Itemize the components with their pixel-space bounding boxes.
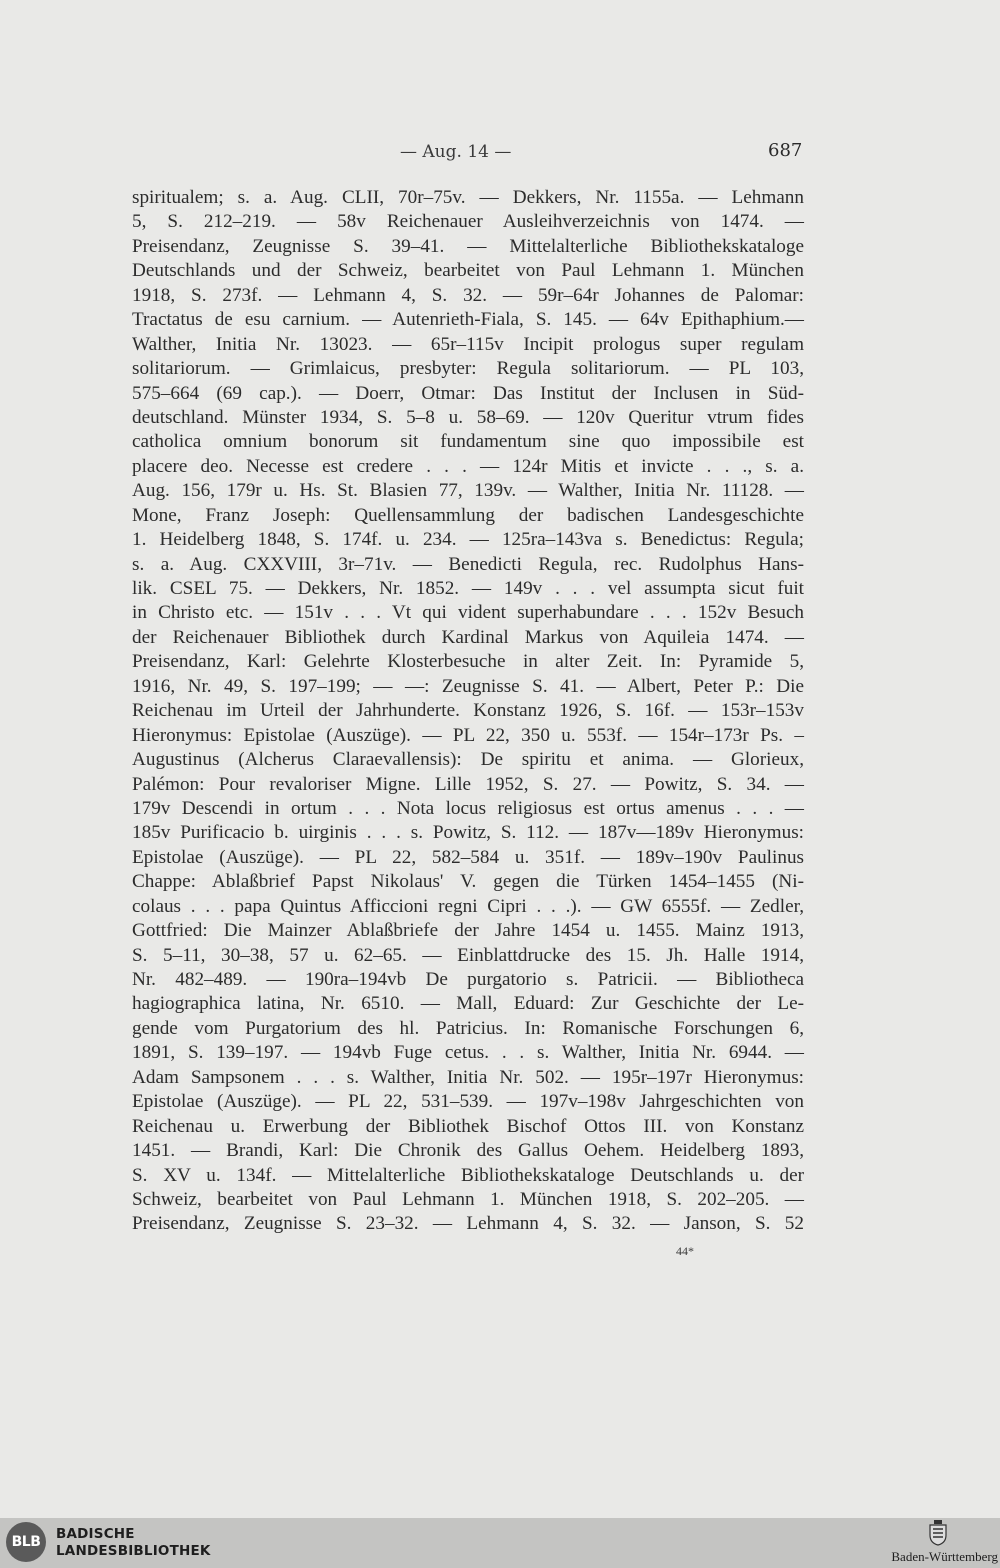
text-line: deutschland. Münster 1934, S. 5–8 u. 58–69. — 120v Queritur vtrum fides [132, 406, 804, 428]
text-line: Nr. 482–489. — 190ra–194vb De purgatorio s. Patricii. — Bibliotheca [132, 969, 804, 990]
text-line: Epistolae (Auszüge). — PL 22, 531–539. — 197v–198v Jahrgeschichten von [132, 1091, 804, 1113]
text-line: colaus . . . papa Quintus Afficcioni regni Cipri . . .). — GW 6555f. — Zedler, [132, 895, 804, 917]
running-head: — Aug. 14 — [400, 142, 512, 162]
text-line: Aug. 156, 179r u. Hs. St. Blasien 77, 139v. — Walther, Initia Nr. 11128. — [132, 480, 804, 502]
text-line: Preisendanz, Zeugnisse S. 23–32. — Lehmann 4, S. 32. — Janson, S. 52 [132, 1213, 804, 1235]
signature-mark: 44* [676, 1244, 694, 1258]
text-line: s. a. Aug. CXXVIII, 3r–71v. — Benedicti Regula, rec. Rudolphus Hans- [132, 553, 804, 575]
text-line: S. XV u. 134f. — Mittelalterliche Bibliothekskataloge Deutschlands u. der [132, 1164, 804, 1186]
state-label[interactable]: Baden-Württemberg [891, 1549, 998, 1564]
text-line: Preisendanz, Zeugnisse S. 39–41. — Mittelalterliche Bibliothekskataloge [132, 235, 804, 257]
text-line: lik. CSEL 75. — Dekkers, Nr. 1852. — 149v . . . vel assumpta sicut fuit [132, 578, 804, 599]
text-line: in Christo etc. — 151v . . . Vt qui vident superhabundare . . . 152v Besuch [132, 602, 804, 624]
text-line: 179v Descendi in ortum . . . Nota locus religiosus est ortus amenus . . . — [132, 797, 804, 819]
text-line: Reichenau u. Erwerbung der Bibliothek Bischof Ottos III. von Konstanz [132, 1115, 804, 1137]
text-line: Deutschlands und der Schweiz, bearbeitet von Paul Lehmann 1. München [132, 260, 804, 282]
text-line: Reichenau im Urteil der Jahrhunderte. Konstanz 1926, S. 16f. — 153r–153v [132, 700, 804, 722]
text-line: 1451. — Brandi, Karl: Die Chronik des Gallus Oehem. Heidelberg 1893, [132, 1140, 804, 1162]
text-line: Gottfried: Die Mainzer Ablaßbriefe der Jahre 1454 u. 1455. Mainz 1913, [132, 920, 804, 942]
library-name-line2: LANDESBIBLIOTHEK [56, 1543, 211, 1559]
text-line: catholica omnium bonorum sit fundamentum sine quo impossibile est [132, 431, 804, 453]
text-line: solitariorum. — Grimlaicus, presbyter: Regula solitariorum. — PL 103, [132, 358, 804, 380]
text-line: Adam Sampsonem . . . s. Walther, Initia Nr. 502. — 195r–197r Hieronymus: [132, 1066, 804, 1088]
coat-of-arms-icon [928, 1520, 948, 1546]
text-line: Walther, Initia Nr. 13023. — 65r–115v Incipit prologus super regulam [132, 333, 804, 355]
footer-bar [0, 1518, 1000, 1568]
text-line: hagiographica latina, Nr. 6510. — Mall, Eduard: Zur Geschichte der Le- [132, 993, 804, 1015]
text-line: 1. Heidelberg 1848, S. 174f. u. 234. — 125ra–143va s. Benedictus: Regula; [132, 529, 804, 551]
text-line: der Reichenauer Bibliothek durch Kardinal Markus von Aquileia 1474. — [132, 626, 804, 648]
library-name-line1: BADISCHE [56, 1526, 135, 1542]
library-name[interactable] [56, 1526, 211, 1560]
blb-logo-icon[interactable]: BLB [6, 1522, 46, 1562]
text-line: Hieronymus: Epistolae (Auszüge). — PL 22, 350 u. 553f. — 154r–173r Ps. – [132, 724, 804, 746]
text-line: Mone, Franz Joseph: Quellensammlung der badischen Landesgeschichte [132, 504, 804, 526]
body-text [132, 186, 804, 1237]
text-line: Augustinus (Alcherus Claraevallensis): De spiritu et anima. — Glorieux, [132, 749, 804, 771]
text-line: 185v Purificacio b. uirginis . . . s. Powitz, S. 112. — 187v—189v Hieronymus: [132, 822, 804, 844]
text-line: 575–664 (69 cap.). — Doerr, Otmar: Das Institut der Inclusen in Süd- [132, 382, 804, 404]
text-line: 1918, S. 273f. — Lehmann 4, S. 32. — 59r–64r Johannes de Palomar: [132, 284, 804, 306]
text-line: 1891, S. 139–197. — 194vb Fuge cetus. . . s. Walther, Initia Nr. 6944. — [132, 1042, 804, 1064]
text-line: Chappe: Ablaßbrief Papst Nikolaus' V. gegen die Türken 1454–1455 (Ni- [132, 871, 804, 893]
text-line: Palémon: Pour revaloriser Migne. Lille 1952, S. 27. — Powitz, S. 34. — [132, 773, 804, 795]
text-line: spiritualem; s. a. Aug. CLII, 70r–75v. — Dekkers, Nr. 1155a. — Lehmann [132, 187, 804, 208]
text-line: Tractatus de esu carnium. — Autenrieth-Fiala, S. 145. — 64v Epithaphium.— [132, 309, 804, 331]
text-line: 1916, Nr. 49, S. 197–199; — —: Zeugnisse S. 41. — Albert, Peter P.: Die [132, 675, 804, 697]
text-line: Epistolae (Auszüge). — PL 22, 582–584 u. 351f. — 189v–190v Paulinus [132, 846, 804, 868]
text-line: S. 5–11, 30–38, 57 u. 62–65. — Einblattdrucke des 15. Jh. Halle 1914, [132, 944, 804, 966]
text-line: Schweiz, bearbeitet von Paul Lehmann 1. München 1918, S. 202–205. — [132, 1188, 804, 1210]
page-number: 687 [768, 140, 803, 161]
text-line: 5, S. 212–219. — 58v Reichenauer Ausleihverzeichnis von 1474. — [132, 211, 804, 233]
text-line: Preisendanz, Karl: Gelehrte Klosterbesuche in alter Zeit. In: Pyramide 5, [132, 651, 804, 673]
text-line: placere deo. Necesse est credere . . . — 124r Mitis et invicte . . ., s. a. [132, 455, 804, 477]
text-line: gende vom Purgatorium des hl. Patricius. In: Romanische Forschungen 6, [132, 1017, 804, 1039]
